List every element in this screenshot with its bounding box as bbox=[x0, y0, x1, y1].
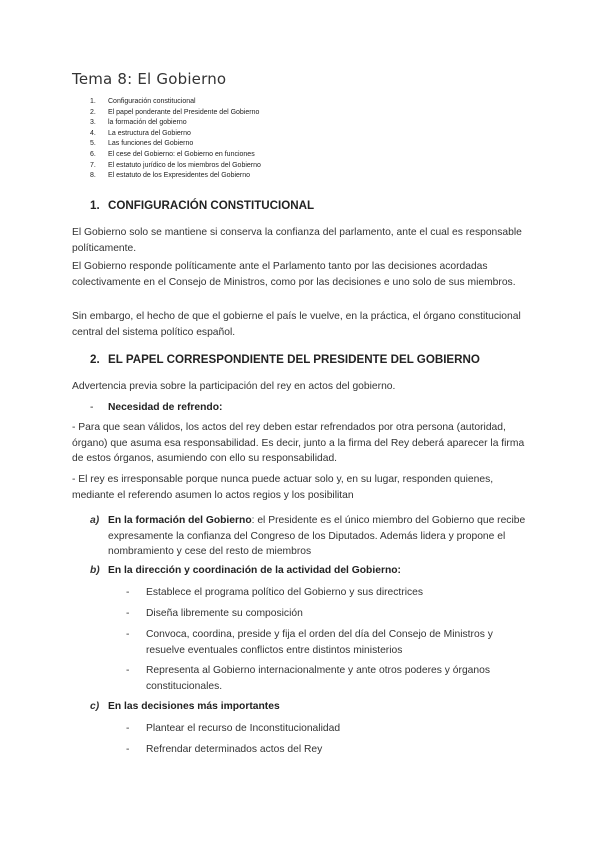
page-title: Tema 8: El Gobierno bbox=[72, 70, 227, 88]
list-item: - Diseña libremente su composición bbox=[126, 608, 303, 619]
section-1-paragraph-1: El Gobierno solo se mantiene si conserva la confianza del parlamento, ante el cual es responsable políticamente. bbox=[72, 227, 522, 254]
section-2-paragraph-1: - Para que sean válidos, los actos del rey deben estar refrendados por otra persona (autoridad, órgano) que asuma esa responsabilidad. Es decir, junto a la firma del Rey deberá aparecer la firma de estos órganos, asumiendo con ello su responsabilidad. bbox=[72, 422, 525, 464]
list-item: - Plantear el recurso de Inconstitucionalidad bbox=[126, 723, 341, 734]
toc-item: 3. la formación del gobierno bbox=[90, 119, 187, 127]
list-item: - Refrendar determinados actos del Rey bbox=[126, 744, 323, 755]
toc-item: 8. El estatuto de los Expresidentes del Gobierno bbox=[90, 172, 251, 180]
table-of-contents bbox=[90, 97, 261, 182]
list-item: - Convoca, coordina, preside y fija el orden del día del Consejo de Ministros y resuelve eventuales conflictos entre distintos ministerios bbox=[126, 629, 493, 656]
section-1-heading: 1. CONFIGURACIÓN CONSTITUCIONAL bbox=[90, 199, 315, 212]
toc-item: 5. Las funciones del Gobierno bbox=[90, 140, 194, 148]
item-c: c) En las decisiones más importantes bbox=[90, 701, 280, 712]
toc-item: 1. Configuración constitucional bbox=[90, 98, 196, 105]
list-item: - Representa al Gobierno internacionalmente y ante otros poderes y órganos constitucionales. bbox=[126, 665, 491, 692]
toc-item: 7. El estatuto jurídico de los miembros del Gobierno bbox=[90, 161, 261, 169]
item-b: b) En la dirección y coordinación de la actividad del Gobierno: bbox=[90, 565, 401, 576]
list-item: - Establece el programa político del Gobierno y sus directrices bbox=[126, 587, 424, 598]
toc-item: 4. La estructura del Gobierno bbox=[90, 129, 191, 137]
refrendo-heading: - Necesidad de refrendo: bbox=[90, 402, 223, 413]
section-1-paragraph-2: El Gobierno responde políticamente ante el Parlamento tanto por las decisiones acordadas colectivamente en el Consejo de Ministros, como por las decisiones e uno solo de sus miembros. bbox=[72, 261, 516, 288]
section-2-intro: Advertencia previa sobre la participación del rey en actos del gobierno. bbox=[72, 381, 396, 392]
section-2-paragraph-2: - El rey es irresponsable porque nunca puede actuar solo y, en su lugar, responden quienes, mediante el referendo asumen lo actos regios y los posibilitan bbox=[72, 474, 494, 501]
toc-item: 6. El cese del Gobierno: el Gobierno en funciones bbox=[90, 150, 255, 158]
section-2-heading: 2. EL PAPEL CORRESPONDIENTE DEL PRESIDENTE DEL GOBIERNO bbox=[90, 353, 480, 366]
item-a: a) En la formación del Gobierno: el Presidente es el único miembro del Gobierno que recibe expresamente la confianza del Congreso de los Diputados. Además lidera y propone el nombramiento y cese del resto de miembros bbox=[90, 515, 526, 557]
section-1-paragraph-3: Sin embargo, el hecho de que el gobierne el país le vuelve, en la práctica, el órgano constitucional central del sistema político español. bbox=[72, 311, 521, 338]
toc-item: 2. El papel ponderante del Presidente del Gobierno bbox=[90, 108, 260, 116]
